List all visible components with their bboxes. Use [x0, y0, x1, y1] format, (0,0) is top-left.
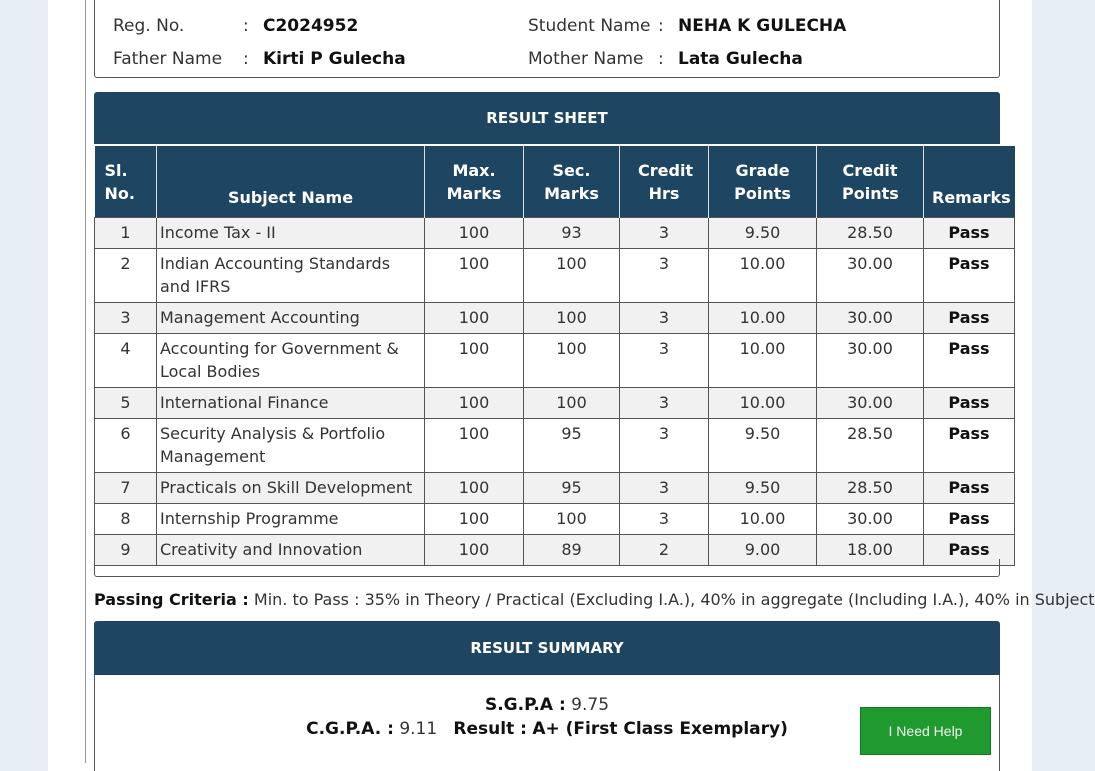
result-summary-title: RESULT SUMMARY [94, 621, 1000, 675]
credit-points-cell: 18.00 [817, 535, 924, 566]
colon: : [243, 49, 249, 69]
col-remarks: Remarks [924, 146, 1015, 218]
subject-cell: International Finance [157, 388, 425, 419]
student-name-value: NEHA K GULECHA [678, 16, 847, 36]
marks-table [94, 146, 1015, 566]
remarks-cell: Pass [924, 334, 1015, 388]
colon: : [658, 49, 664, 69]
mother-name-value: Lata Gulecha [678, 49, 803, 69]
credit-hrs-cell: 3 [620, 388, 709, 419]
col-subject-name: Subject Name [157, 146, 425, 218]
col-grade-points: Grade Points [709, 146, 817, 218]
subject-cell: Accounting for Government & Local Bodies [157, 334, 425, 388]
sl-cell: 7 [95, 473, 157, 504]
col-sec-marks: Sec. Marks [524, 146, 620, 218]
subject-cell: Practicals on Skill Development [157, 473, 425, 504]
mother-name-label: Mother Name [528, 49, 644, 69]
max-marks-cell: 100 [425, 303, 524, 334]
help-button[interactable]: I Need Help [860, 707, 991, 755]
sec-marks-cell: 100 [524, 303, 620, 334]
credit-hrs-cell: 3 [620, 218, 709, 249]
sl-cell: 5 [95, 388, 157, 419]
credit-points-cell: 28.50 [817, 419, 924, 473]
credit-hrs-cell: 2 [620, 535, 709, 566]
sec-marks-cell: 100 [524, 388, 620, 419]
subject-cell: Management Accounting [157, 303, 425, 334]
passing-criteria-text: Min. to Pass : 35% in Theory / Practical (Excluding I.A.), 40% in aggregate (Including I.A.), 40% in Subject [253, 590, 1095, 609]
grade-points-cell: 10.00 [709, 249, 817, 303]
remarks-cell: Pass [924, 218, 1015, 249]
sec-marks-cell: 95 [524, 473, 620, 504]
remarks-cell: Pass [924, 249, 1015, 303]
subject-cell: Creativity and Innovation [157, 535, 425, 566]
credit-points-cell: 28.50 [817, 473, 924, 504]
father-name-value: Kirti P Gulecha [263, 49, 406, 69]
max-marks-cell: 100 [425, 334, 524, 388]
table-row [95, 249, 1015, 303]
grade-points-cell: 9.50 [709, 218, 817, 249]
table-row [95, 419, 1015, 473]
credit-points-cell: 30.00 [817, 504, 924, 535]
credit-points-cell: 30.00 [817, 303, 924, 334]
remarks-cell: Pass [924, 419, 1015, 473]
reg-label: Reg. No. [113, 16, 185, 36]
subject-cell: Indian Accounting Standards and IFRS [157, 249, 425, 303]
info-row-reg [95, 16, 999, 40]
sec-marks-cell: 100 [524, 334, 620, 388]
passing-criteria-label: Passing Criteria : [94, 590, 249, 609]
father-name-label: Father Name [113, 49, 223, 69]
credit-points-cell: 30.00 [817, 388, 924, 419]
student-name-label: Student Name [528, 16, 651, 36]
grade-points-cell: 10.00 [709, 388, 817, 419]
grade-points-cell: 10.00 [709, 303, 817, 334]
col-sl-no: Sl. No. [95, 146, 157, 218]
left-divider [85, 0, 86, 763]
remarks-cell: Pass [924, 388, 1015, 419]
table-row [95, 388, 1015, 419]
remarks-cell: Pass [924, 504, 1015, 535]
sec-marks-cell: 95 [524, 419, 620, 473]
result-sheet-title: RESULT SHEET [94, 92, 1000, 144]
max-marks-cell: 100 [425, 388, 524, 419]
credit-hrs-cell: 3 [620, 419, 709, 473]
table-row [95, 218, 1015, 249]
col-credit-hrs: Credit Hrs [620, 146, 709, 218]
result-value: A+ (First Class Exemplary) [532, 719, 788, 739]
subject-cell: Income Tax - II [157, 218, 425, 249]
sl-cell: 6 [95, 419, 157, 473]
cgpa-label: C.G.P.A. : [306, 719, 394, 739]
colon: : [243, 16, 249, 36]
sl-cell: 8 [95, 504, 157, 535]
sec-marks-cell: 100 [524, 249, 620, 303]
table-row [95, 334, 1015, 388]
credit-points-cell: 28.50 [817, 218, 924, 249]
sl-cell: 3 [95, 303, 157, 334]
max-marks-cell: 100 [425, 419, 524, 473]
subject-cell: Security Analysis & Portfolio Management [157, 419, 425, 473]
grade-points-cell: 9.50 [709, 473, 817, 504]
grade-points-cell: 10.00 [709, 334, 817, 388]
remarks-cell: Pass [924, 303, 1015, 334]
max-marks-cell: 100 [425, 504, 524, 535]
sl-cell: 2 [95, 249, 157, 303]
sgpa-value: 9.75 [571, 695, 610, 715]
grade-points-cell: 9.50 [709, 419, 817, 473]
sl-cell: 9 [95, 535, 157, 566]
credit-hrs-cell: 3 [620, 504, 709, 535]
credit-hrs-cell: 3 [620, 249, 709, 303]
col-credit-points: Credit Points [817, 146, 924, 218]
result-label: Result : [453, 719, 527, 739]
remarks-cell: Pass [924, 535, 1015, 566]
cgpa-value: 9.11 [399, 719, 438, 739]
passing-criteria [94, 590, 1095, 609]
table-row [95, 473, 1015, 504]
result-content [94, 0, 1095, 771]
sgpa-label: S.G.P.A : [484, 695, 566, 715]
sl-cell: 4 [95, 334, 157, 388]
max-marks-cell: 100 [425, 535, 524, 566]
credit-points-cell: 30.00 [817, 334, 924, 388]
credit-hrs-cell: 3 [620, 473, 709, 504]
info-row-parents [95, 49, 999, 73]
subject-cell: Internship Programme [157, 504, 425, 535]
result-page [48, 0, 1095, 771]
table-header-row [95, 146, 1015, 218]
sl-cell: 1 [95, 218, 157, 249]
remarks-cell: Pass [924, 473, 1015, 504]
max-marks-cell: 100 [425, 473, 524, 504]
result-sheet-bottom-border [94, 559, 1000, 577]
sec-marks-cell: 89 [524, 535, 620, 566]
sec-marks-cell: 100 [524, 504, 620, 535]
sec-marks-cell: 93 [524, 218, 620, 249]
credit-points-cell: 30.00 [817, 249, 924, 303]
grade-points-cell: 9.00 [709, 535, 817, 566]
col-max-marks: Max. Marks [425, 146, 524, 218]
credit-hrs-cell: 3 [620, 303, 709, 334]
max-marks-cell: 100 [425, 249, 524, 303]
student-info-box [94, 0, 1000, 78]
grade-points-cell: 10.00 [709, 504, 817, 535]
reg-value: C2024952 [263, 16, 359, 36]
max-marks-cell: 100 [425, 218, 524, 249]
table-row [95, 504, 1015, 535]
table-row [95, 303, 1015, 334]
credit-hrs-cell: 3 [620, 334, 709, 388]
colon: : [658, 16, 664, 36]
